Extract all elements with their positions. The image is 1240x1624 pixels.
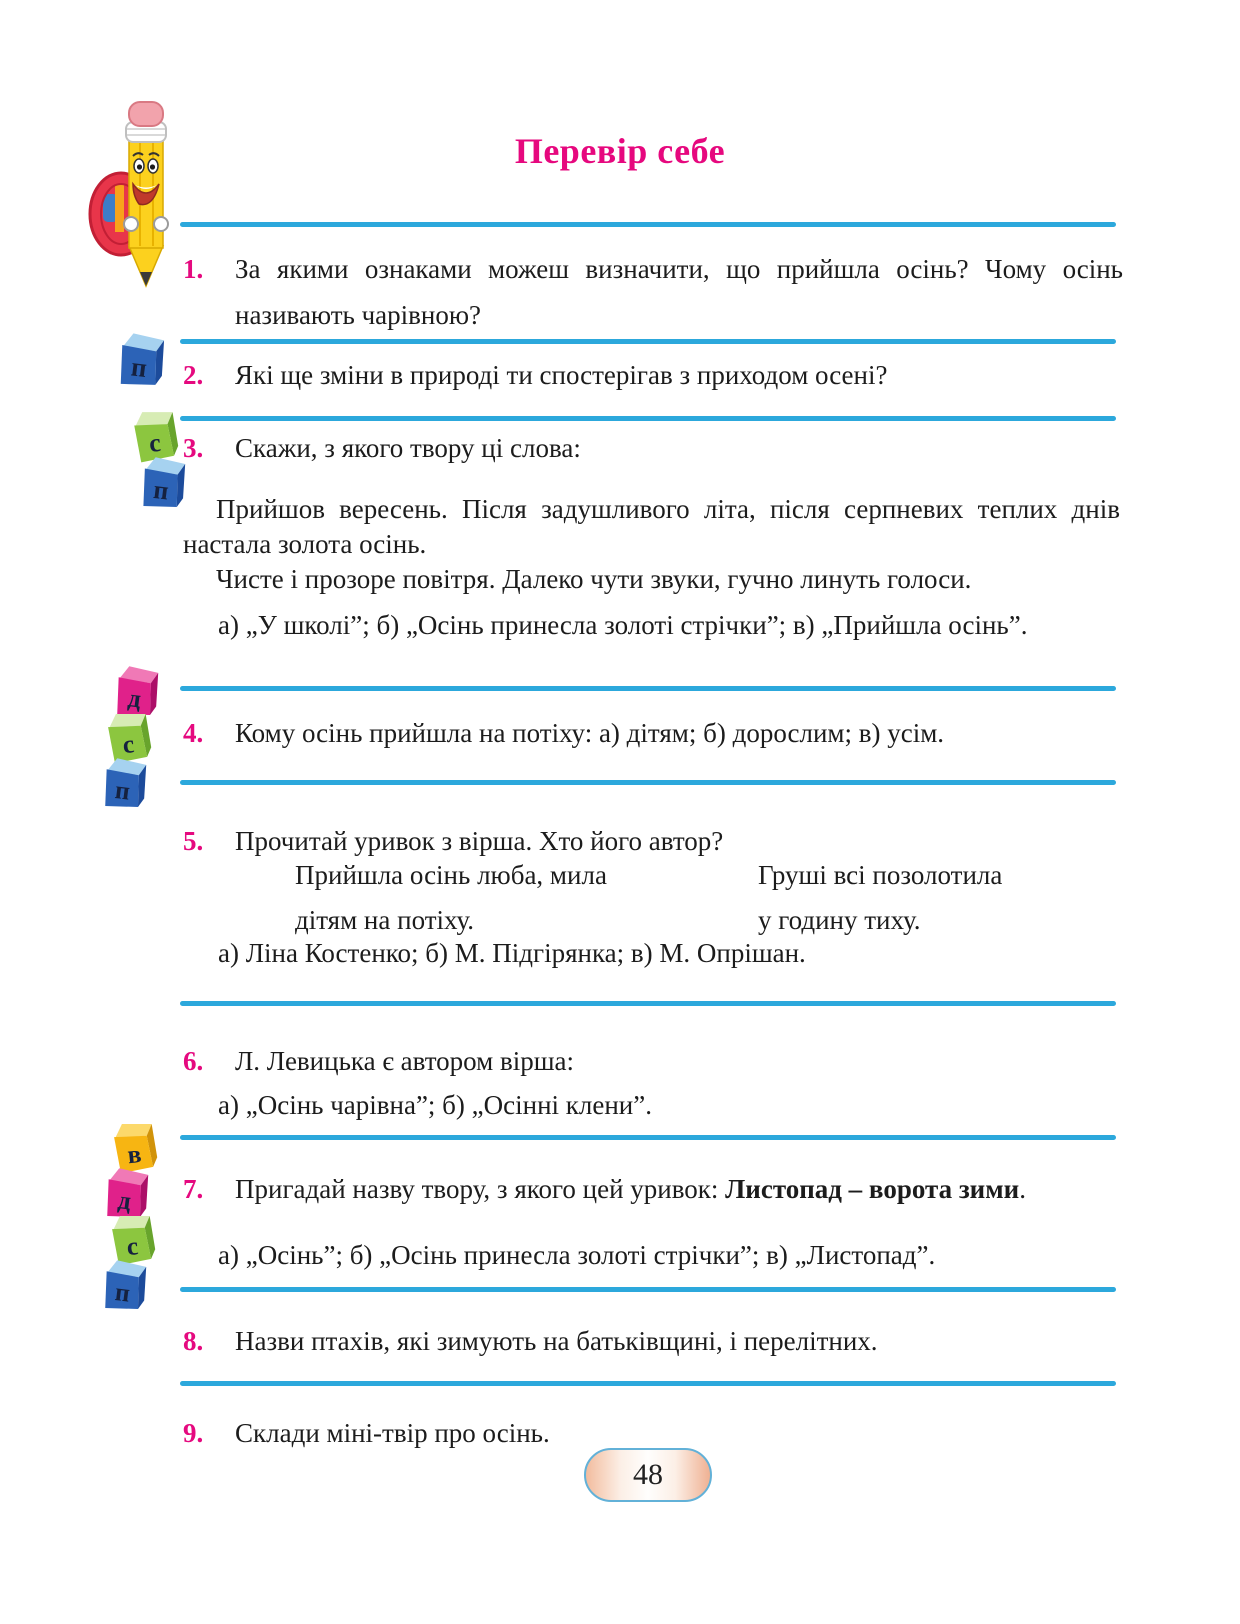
question-number: 4. (183, 718, 204, 748)
svg-text:с: с (121, 729, 136, 760)
answer-options: а) „Осінь чарівна”; б) „Осінні клени”. (218, 1090, 652, 1120)
question-number: 9. (183, 1418, 204, 1448)
svg-text:п: п (129, 351, 149, 384)
letter-cube-icon (95, 753, 150, 812)
question-8 (183, 1318, 1123, 1364)
letter-cube-icon (110, 328, 168, 390)
question-text: Склади міні-твір про осінь. (235, 1418, 550, 1448)
letter-cubes-icon (113, 331, 165, 387)
svg-text:п: п (151, 474, 171, 506)
question-4 (183, 710, 1123, 756)
poem-line: Груші всі позолотила (758, 860, 1003, 890)
divider-line (180, 339, 1116, 344)
question-text: Які ще зміни в природі ти спостерігав з приходом осені? (235, 360, 888, 390)
section-title: Перевір себе (514, 131, 726, 171)
svg-text:с: с (125, 1231, 140, 1262)
question-number: 8. (183, 1326, 204, 1356)
question-text-suffix: . (1019, 1174, 1026, 1204)
excerpt-paragraph: Прийшов вересень. Після задушливого літа, після серпневих теплих днів настала золота осінь. (183, 494, 1120, 559)
answer-options: а) Ліна Костенко; б) М. Підгірянка; в) М. Опрішан. (218, 938, 806, 968)
letter-cubes-icon (98, 1120, 157, 1311)
poem-line: у годину тиху. (758, 905, 921, 935)
excerpt-paragraphs (183, 492, 1120, 597)
divider-line (180, 1001, 1116, 1006)
question-text: Скажи, з якого твору ці слова: (235, 433, 581, 463)
page-number-badge (584, 1448, 712, 1502)
question-number: 2. (183, 360, 204, 390)
page-number: 48 (633, 1458, 663, 1491)
letter-cubes-icon (98, 664, 159, 809)
divider-line (180, 222, 1116, 227)
question-text: Кому осінь прийшла на потіху: а) дітям; б) дорослим; в) усім. (235, 718, 945, 748)
question-2 (183, 352, 1123, 398)
divider-line (180, 686, 1116, 691)
answer-options: а) „Осінь”; б) „Осінь принесла золоті стрічки”; в) „Листопад”. (218, 1240, 936, 1270)
svg-text:п: п (113, 1277, 132, 1308)
question-number: 7. (183, 1174, 204, 1204)
question-1 (183, 246, 1123, 338)
divider-line (180, 1135, 1116, 1140)
divider-line (180, 1287, 1116, 1292)
question-number: 3. (183, 433, 204, 463)
svg-text:в: в (125, 1139, 143, 1170)
question-6 (183, 1038, 1123, 1084)
question-text: Л. Левицька є автором вірша: (235, 1046, 575, 1076)
question-number: 5. (183, 826, 204, 856)
question-text: Назви птахів, які зимують на батьківщині, і перелітних. (235, 1326, 878, 1356)
question-text: За якими ознаками можеш визначити, що прийшла осінь? Чому осінь називають чарівною? (235, 254, 1123, 330)
question-text: Прочитай уривок з вірша. Хто його автор? (235, 826, 724, 856)
svg-text:с: с (147, 427, 163, 458)
divider-line (180, 416, 1116, 421)
question-number: 1. (183, 254, 204, 284)
letter-cubes-icon (120, 408, 186, 509)
letter-cube-icon (133, 452, 189, 512)
poem-column-left (295, 853, 607, 943)
question-3 (183, 425, 1123, 471)
work-title-bold: Листопад – ворота зими (725, 1174, 1020, 1204)
svg-text:д: д (116, 1185, 133, 1216)
question-7 (183, 1166, 1123, 1212)
divider-line (180, 780, 1116, 785)
poem-line: Прийшла осінь люба, мила (295, 860, 607, 890)
excerpt-paragraph: Чисте і прозоре повітря. Далеко чути звуки, гучно линуть голоси. (216, 564, 972, 594)
question-text-prefix: Пригадай назву твору, з якого цей уривок: (235, 1174, 726, 1204)
letter-cube-icon (95, 1255, 150, 1314)
question-text (235, 1166, 1026, 1212)
poem-column-right (758, 853, 1002, 943)
svg-text:п: п (113, 775, 132, 806)
svg-text:д: д (126, 683, 143, 714)
divider-line (180, 1381, 1116, 1386)
poem-line: дітям на потіху. (295, 905, 475, 935)
answer-options: а) „У школі”; б) „Осінь принесла золоті стрічки”; в) „Прийшла осінь”. (218, 610, 1028, 640)
question-number: 6. (183, 1046, 204, 1076)
